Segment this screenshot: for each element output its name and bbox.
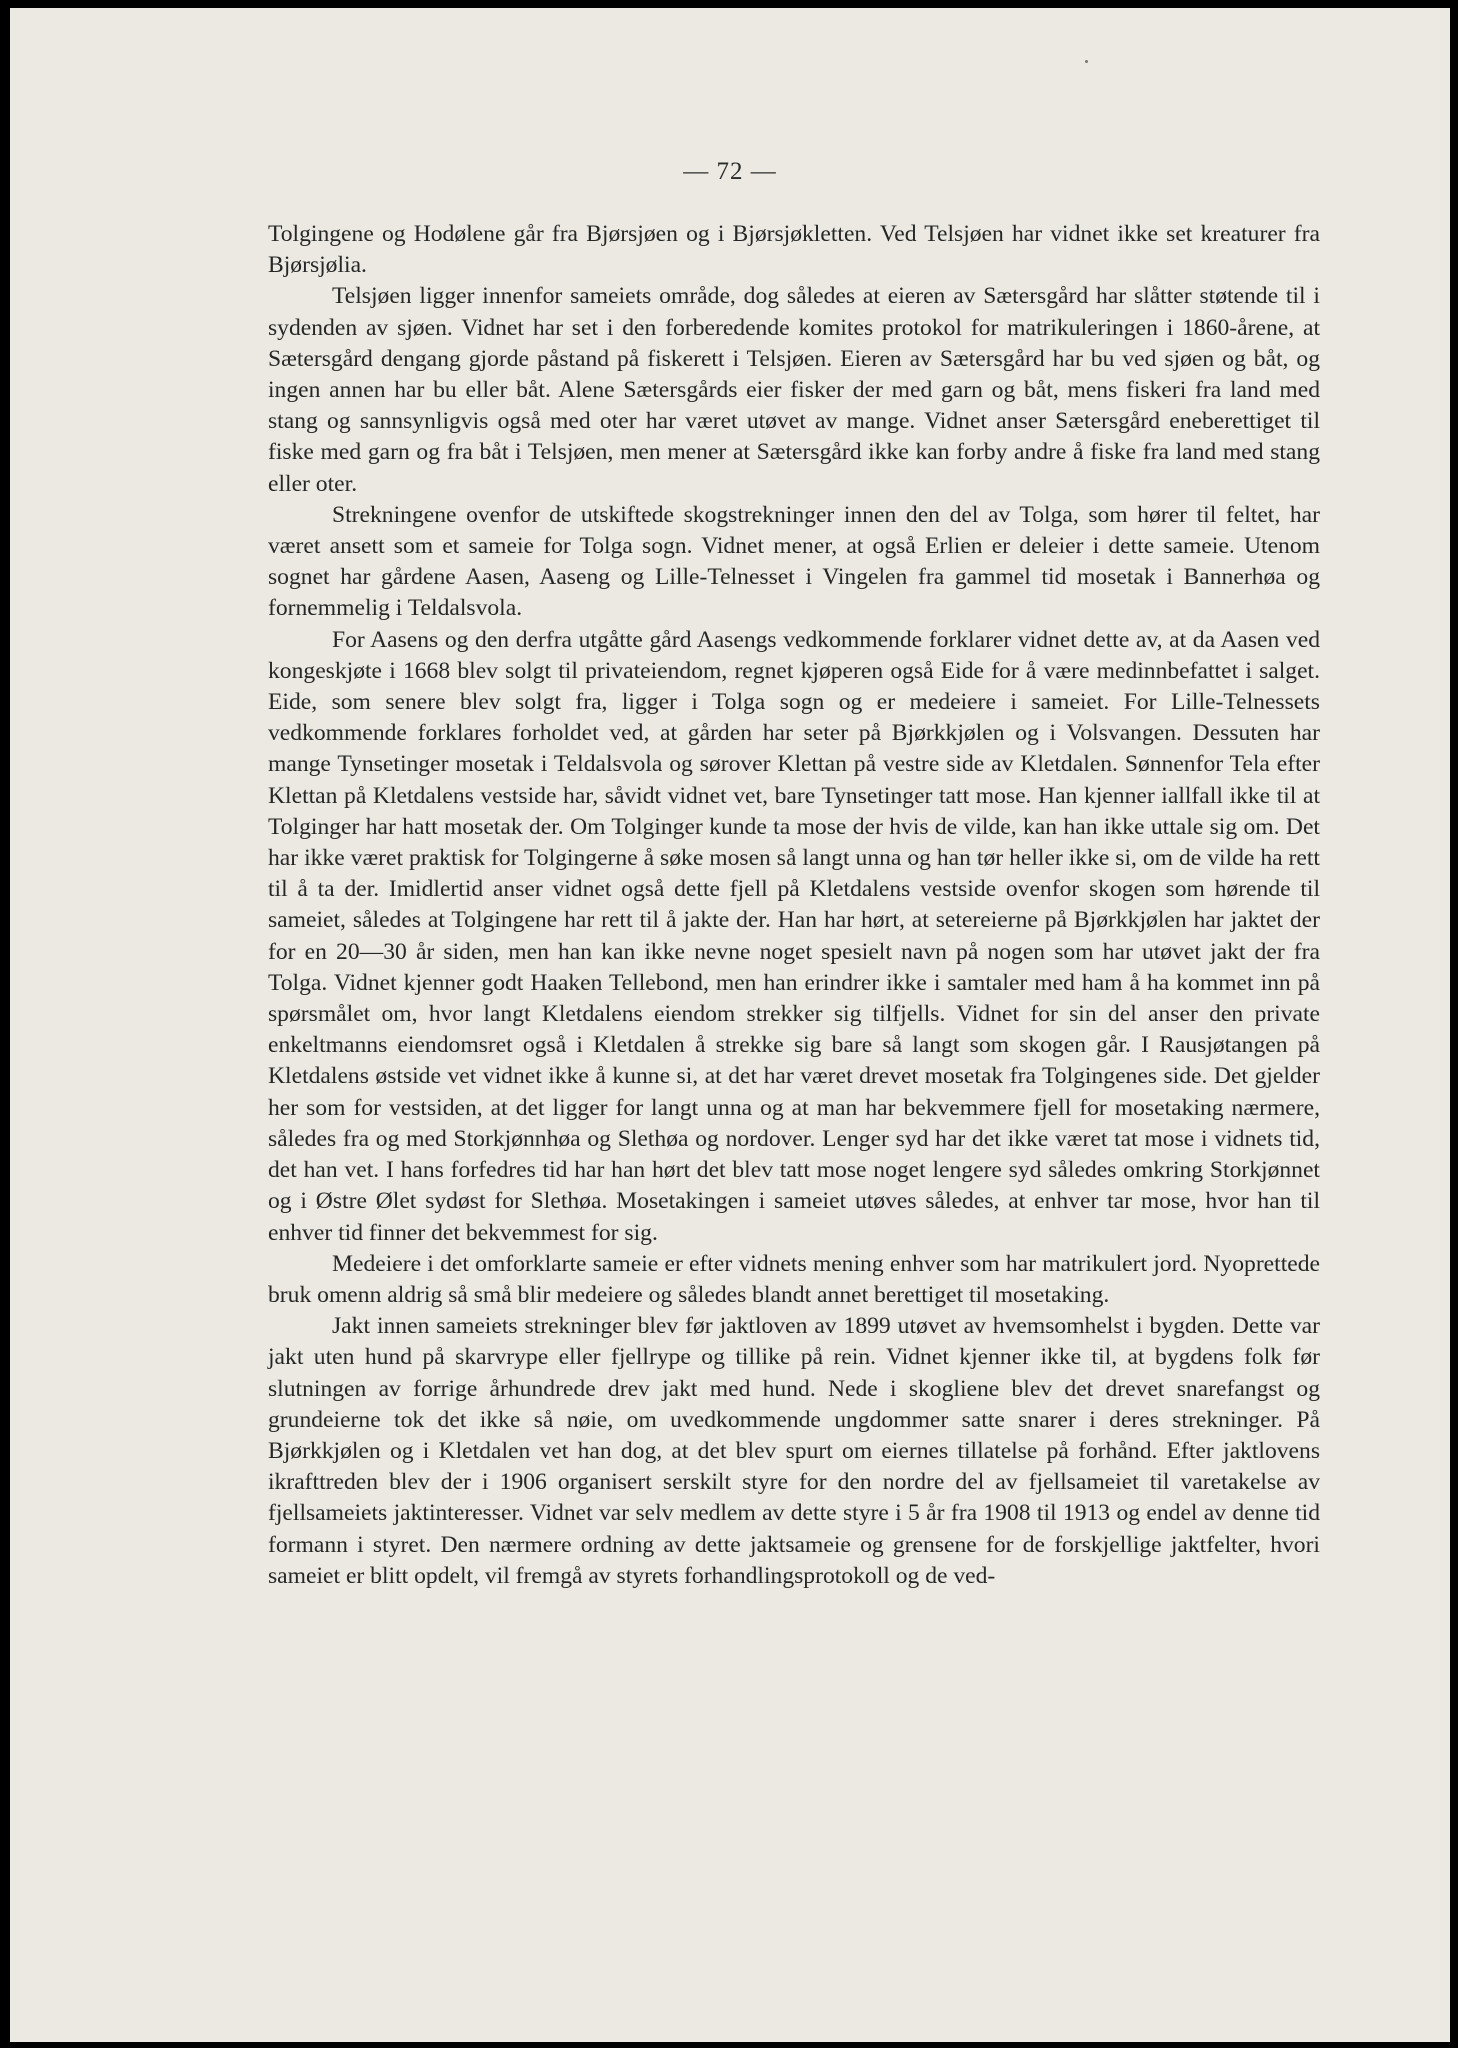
paragraph: Jakt innen sameiets strekninger blev før jaktloven av 1899 utøvet av hvemsomhelst i bygden. Dette var jakt uten hund på skarvrype eller fjellrype og tillike på rein. Vidnet kjenner ikke til, at bygdens folk før slutningen av forrige århundrede drev jakt med hund. Nede i skogliene blev det drevet snarefangst og grundeierne tok det ikke så nøie, om uvedkommende ungdommer satte snarer i deres strekninger. På Bjørkkjølen og i Kletdalen vet han dog, at det blev spurt om eiernes tillatelse på forhånd. Efter jaktlovens ikrafttreden blev der i 1906 organisert serskilt styre for den nordre del av fjellsameiet til varetakelse av fjellsameiets jaktinteresser. Vidnet var selv medlem av dette styre i 5 år fra 1908 til 1913 og endel av denne tid formann i styret. Den nærmere ordning av dette jaktsameie og grensene for de forskjellige jaktfelter, hvori sameiet er blitt opdelt, vil fremgå av styrets forhandlingsprotokoll og de ved-	[268, 1313, 1320, 1589]
paragraph: Medeiere i det omforklarte sameie er efter vidnets mening enhver som har matrikulert jord. Nyoprettede bruk omenn aldrig så små blir medeiere og således blandt annet berettiget til mosetaking.	[268, 1250, 1320, 1308]
paragraph: For Aasens og den derfra utgåtte gård Aasengs vedkommende forklarer vidnet dette av, at da Aasen ved kongeskjøte i 1668 blev solgt til privateiendom, regnet kjøperen også Eide for å være medinnbefattet i salget. Eide, som senere blev solgt fra, ligger i Tolga sogn og er medeiere i sameiet. For Lille-Telnessets vedkommende forklares forholdet ved, at gården har seter på Bjørkkjølen og i Volsvangen. Dessuten har mange Tynsetinger mosetak i Teldalsvola og sørover Klettan på vestre side av Kletdalen. Sønnenfor Tela efter Klettan på Kletdalens vestside har, såvidt vidnet vet, bare Tynsetinger tatt mose. Han kjenner iallfall ikke til at Tolginger har hatt mosetak der. Om Tolginger kunde ta mose der hvis de vilde, kan han ikke uttale sig om. Det har ikke været praktisk for Tolgingerne å søke mosen så langt unna og han tør heller ikke si, om de vilde ha rett til å ta der. Imidlertid anser vidnet også dette fjell på Kletdalens vestside ovenfor skogen som hørende til sameiet, således at Tolgingene har rett til å jakte der. Han har hørt, at setereierne på Bjørkkjølen har jaktet der for en 20—30 år siden, men han kan ikke nevne noget spesielt navn på nogen som har utøvet jakt der fra Tolga. Vidnet kjenner godt Haaken Tellebond, men han erindrer ikke i samtaler med ham å ha kommet inn på spørsmålet om, hvor langt Kletdalens eiendom strekker sig tilfjells. Vidnet for sin del anser den private enkeltmanns eiendomsret også i Kletdalen å strekke sig bare så langt som skogen går. I Rausjøtangen på Kletdalens østside vet vidnet ikke å kunne si, at det har været drevet mosetak fra Tolgingenes side. Det gjelder her som for vestsiden, at det ligger for langt unna og at man har bekvemmere fjell for mosetaking nærmere, således fra og med Storkjønnhøa og Slethøa og nordover. Lenger syd har det ikke været tat mose i vidnets tid, det han vet. I hans forfedres tid har han hørt det blev tatt mose noget lengere syd således omkring Storkjønnet og i Østre Ølet sydøst for Slethøa. Mosetakingen i sameiet utøves således, at enhver tar mose, hvor han til enhver tid finner det bekvemmest for sig.	[268, 626, 1320, 1246]
paragraph: Tolgingene og Hodølene går fra Bjørsjøen og i Bjørsjøkletten. Ved Telsjøen har vidnet ikke set kreaturer fra Bjørsjølia.	[268, 221, 1320, 279]
paragraph: Strekningene ovenfor de utskiftede skogstrekninger innen den del av Tolga, som hører til feltet, har været ansett som et sameie for Tolga sogn. Vidnet mener, at også Erlien er deleier i dette sameie. Utenom sognet har gårdene Aasen, Aaseng og Lille-Telnesset i Vingelen fra gammel tid mosetak i Bannerhøa og fornemmelig i Teldalsvola.	[268, 501, 1320, 622]
body-text	[268, 219, 1320, 1592]
page-number: — 72 —	[683, 158, 777, 185]
paper-speck	[1085, 60, 1088, 63]
paragraph: Telsjøen ligger innenfor sameiets område, dog således at eieren av Sætersgård har slåtter støtende til i sydenden av sjøen. Vidnet har set i den forberedende komites protokol for matrikuleringen i 1860-årene, at Sætersgård dengang gjorde påstand på fiskerett i Telsjøen. Eieren av Sætersgård har bu ved sjøen og båt, og ingen annen har bu eller båt. Alene Sætersgårds eier fisker der med garn og båt, mens fiskeri fra land med stang og sannsynligvis også med oter har været utøvet av mange. Vidnet anser Sætersgård eneberettiget til fiske med garn og fra båt i Telsjøen, men mener at Sætersgård ikke kan forby andre å fiske fra land med stang eller oter.	[268, 283, 1320, 497]
scanned-page	[10, 8, 1450, 2042]
